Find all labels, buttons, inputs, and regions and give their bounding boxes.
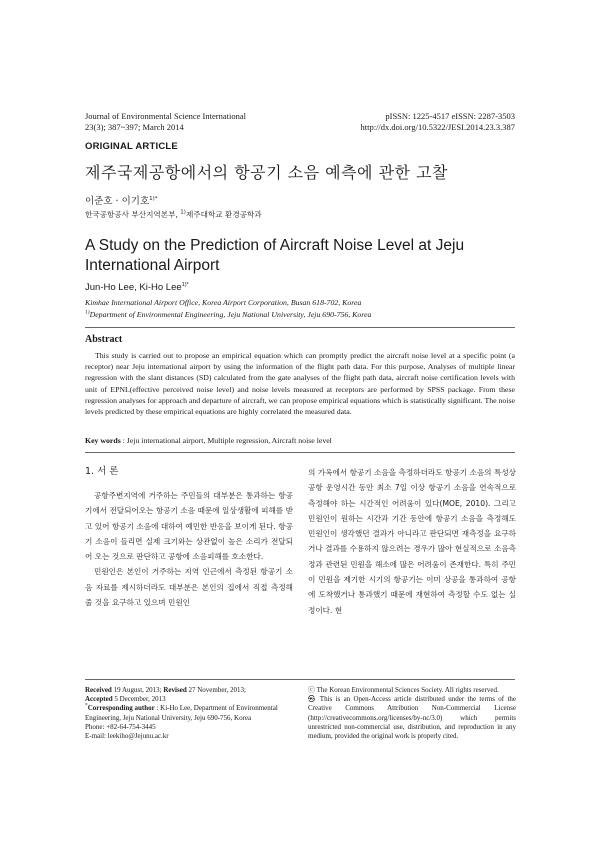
left-paragraph-2: 민원인은 본인이 거주하는 지역 인근에서 측정된 항공기 소음 자료를 제시하더라도 대부분은 본인의 집에서 직접 측정해 줄 것을 요구하고 있으며 민원인: [85, 567, 293, 608]
keywords-text: : Jeju international airport, Multiple regression, Aircraft noise level: [120, 436, 332, 445]
divider-top: [85, 327, 515, 328]
revised-label: Revised: [163, 686, 187, 694]
authors-korean: [85, 193, 158, 207]
received-date: 19 August, 2013;: [111, 686, 164, 694]
affiliation-korean-1: 한국공항공사 부산지역본부,: [85, 210, 181, 219]
abstract-heading: Abstract: [85, 334, 123, 345]
journal-header-right: [310, 111, 515, 133]
abstract-body: This study is carried out to propose an empirical equation which can promptly predict the aircraft noise level at a specific point (a receptor) near Jeju international airport by using the information of the flight path data. For this purpose, Analyses of multiple linear regression with the slant distances (SD) calculated from the gate analyses of the flight path data, aircraft noise certification levels with unit of EPNL(effective perceived noise level) and noise levels measured at receptors are performed by SPSS package. From these regression analyses for approach and departure of aircraft, we can propose empirical equations which is statistically significant. The noise levels predicted by these empirical equations are highly correlated the measured data.: [85, 351, 515, 417]
doi-link[interactable]: http://dx.doi.org/10.5322/JESI.2014.23.3.387: [360, 122, 515, 132]
affiliation-korean: [85, 209, 262, 220]
authors-korean-sup: 1)*: [149, 195, 158, 202]
affiliation-english-2-line: [85, 309, 371, 321]
section-heading-introduction: 1. 서 론: [85, 466, 119, 477]
title-korean: 제주국제공항에서의 항공기 소음 예측에 관한 고찰: [85, 163, 449, 182]
divider-keywords: [85, 452, 515, 453]
footnotes-left: [85, 686, 295, 741]
received-line: [85, 686, 295, 695]
divider-footnotes: [85, 679, 515, 680]
footnotes-right: [308, 686, 516, 741]
left-paragraph-1: 공항주변지역에 거주하는 주민들의 대부분은 통과하는 항공기에서 전달되어오는 항공기 소음 때문에 일상생활에 피해를 받고 있어 항공기 소음에 대하여 예민한 반응을 보이게 된다. 항공기 소음이 들리면 실제 크기와는 상관없이 높은 소리가 전달되어 오는 것으로 판단하고 공항에 소음피해를 호소한다.: [85, 491, 293, 562]
authors-korean-names: 이준호 · 이기호: [85, 196, 150, 207]
affiliation-english-2-sup: 1): [85, 308, 90, 315]
corresponding-text: : Ki-Ho Lee, Department of Environmental Engineering, Jeju National University, Jeju 690-756, Korea: [85, 704, 278, 722]
journal-name: Journal of Environmental Science International: [85, 111, 246, 121]
journal-header-left: [85, 111, 246, 133]
issn: pISSN: 1225-4517 eISSN: 2287-3503: [385, 111, 515, 121]
copyright-notice: ⓒ The Korean Environmental Sciences Society. All rights reserved.: [308, 686, 499, 694]
license-notice: ㉿ This is an Open-Access article distributed under the terms of the Creative Commons Attribution Non-Commercial License (http://creativecommons.org/licenses/by-nc/3.0) which permits unrestricted non-commercial use, distribution, and reproduction in any medium, provided the original work is properly cited.: [308, 695, 516, 741]
keywords: [85, 436, 332, 445]
affiliation-korean-sup: 1): [180, 209, 186, 216]
email-link[interactable]: E-mail: leekiho@Jejunu.ac.kr: [85, 732, 169, 741]
revised-date: 27 November, 2013;: [186, 686, 246, 694]
volume-info: 23(3); 387~397; March 2014: [85, 122, 184, 132]
corresponding-label: Corresponding author: [87, 704, 155, 713]
corresponding-author: [85, 704, 295, 722]
corresponding-sup: *: [85, 703, 88, 710]
accepted-date: 5 December, 2013: [112, 695, 166, 704]
article-type: ORIGINAL ARTICLE: [85, 141, 178, 152]
affiliation-english: [85, 297, 371, 320]
right-paragraph-1: 의 가옥에서 항공기 소음을 측정하더라도 항공기 소음의 특성상 공항 운영시간 동안 최소 7일 이상 항공기 소음을 연속적으로 측정해야 하는 시간적인 어려움이 있다(MOE, 2010). 그리고 민원인이 원하는 시간과 기간 동안에 항공기 소음을 측정해도 민원인이 생각했던 결과가 아니라고 판단되면 재측정을 요구하거나 결과를 수용하지 않으려는 경우가 많아 현실적으로 소음측정과 관련된 민원을 해소에 많은 어려움이 존재한다. 특히 주민이 민원을 제기한 시기의 항공기는 이미 상공을 통과하여 공항에 도착했거나 통과했기 때문에 재현하여 측정할 수도 없는 실정이다. 현: [308, 468, 516, 615]
affiliation-english-1: Kimhae International Airport Office, Korea Airport Corporation, Busan 618-702, Korea: [85, 298, 362, 307]
authors-english-sup: 1)*: [181, 281, 189, 288]
accepted-label: Accepted: [85, 695, 113, 704]
received-label: Received: [85, 686, 112, 694]
affiliation-english-2: Department of Environmental Engineering, Jeju National University, Jeju 690-756, Korea: [89, 309, 372, 319]
authors-english-names: Jun-Ho Lee, Ki-Ho Lee: [85, 282, 182, 293]
affiliation-korean-2: 제주대학교 환경공학과: [185, 210, 262, 219]
phone: Phone: +82-64-754-3445: [85, 722, 156, 731]
title-english: A Study on the Prediction of Aircraft Noise Level at Jeju International Airport: [85, 237, 465, 274]
keywords-label: Key words: [85, 436, 121, 445]
column-right: [308, 465, 516, 618]
column-left: [85, 488, 293, 610]
authors-english: [85, 282, 189, 293]
